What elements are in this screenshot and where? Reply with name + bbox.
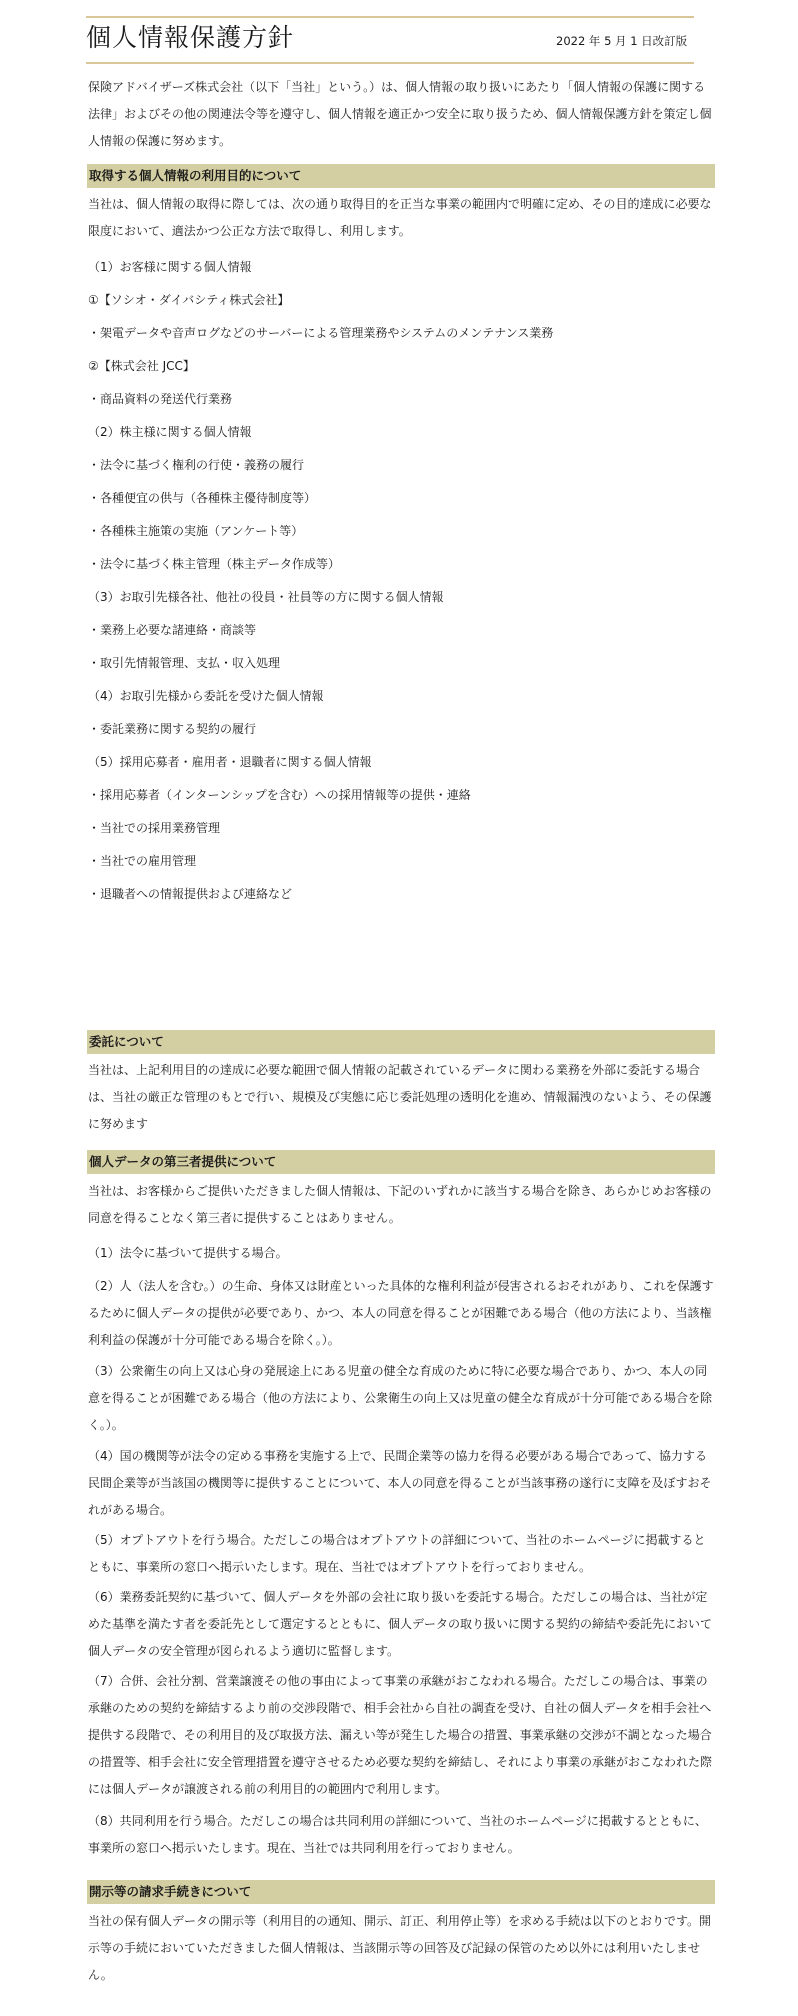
purpose-item: （4）お取引先様から委託を受けた個人情報 bbox=[88, 689, 324, 703]
disclosure-body: 当社の保有個人データの開示等（利用目的の通知、開示、訂正、利用停止等）を求める手続は以下のとおりです。開示等の手続においていただきました個人情報は、当該開示等の回答及び記録の保管のため以外には利用いたしません。 bbox=[88, 1914, 712, 1982]
third-party-lead: 当社は、お客様からご提供いただきました個人情報は、下記のいずれかに該当する場合を除き、あらかじめお客様の同意を得ることなく第三者に提供することはありません。 bbox=[88, 1184, 712, 1225]
purpose-item: ①【ソシオ・ダイバシティ株式会社】 bbox=[88, 293, 290, 307]
purpose-item: ・当社での雇用管理 bbox=[88, 854, 197, 868]
purpose-item: ・法令に基づく権利の行使・義務の履行 bbox=[88, 458, 305, 472]
third-party-item: （6）業務委託契約に基づいて、個人データを外部の会社に取り扱いを委託する場合。ただしこの場合は、当社が定めた基準を満たす者を委託先として選定するとともに、個人データの取り扱いに関する契約の締結や委託先において個人データの安全管理が図られるよう適切に監督します。 bbox=[88, 1590, 713, 1658]
purpose-item: （2）株主様に関する個人情報 bbox=[88, 425, 252, 439]
third-party-item: （2）人（法人を含む。）の生命、身体又は財産といった具体的な権利利益が侵害されるおそれがあり、これを保護するために個人データの提供が必要であり、かつ、本人の同意を得ることが困難である場合（他の方法により、当該権利利益の保護が十分可能である場合を除く。）。 bbox=[88, 1279, 714, 1347]
purpose-item: ・当社での採用業務管理 bbox=[88, 821, 221, 835]
purpose-item: ・各種便宜の供与（各種株主優待制度等） bbox=[88, 491, 317, 505]
purpose-item: ・法令に基づく株主管理（株主データ作成等） bbox=[88, 557, 341, 571]
purpose-item: （1）お客様に関する個人情報 bbox=[88, 260, 252, 274]
revision-date: 2022 年 5 月 1 日改訂版 bbox=[556, 34, 688, 48]
third-party-item: （3）公衆衛生の向上又は心身の発展途上にある児童の健全な育成のために特に必要な場合であり、かつ、本人の同意を得ることが困難である場合（他の方法により、公衆衛生の向上又は児童の健全な育成が十分可能である場合を除く。）。 bbox=[88, 1364, 713, 1432]
third-party-item: （7）合併、会社分割、営業譲渡その他の事由によって事業の承継がおこなわれる場合。ただしこの場合は、事業の承継のための契約を締結するより前の交渉段階で、相手会社から自社の調査を受け、自社の個人データを相手会社へ提供する段階で、その利用目的及び取扱方法、漏えい等が発生した場合の措置、事業承継の交渉が不調となった場合の措置等、相手会社に安全管理措置を遵守させるため必要な契約を締結し、それにより事業の承継がおこなわれた際には個人データが譲渡される前の利用目的の範囲内で利用します。 bbox=[88, 1674, 713, 1796]
third-party-item: （8）共同利用を行う場合。ただしこの場合は共同利用の詳細について、当社のホームページに掲載するとともに、事業所の窓口へ掲示いたします。現在、当社では共同利用を行っておりません。 bbox=[88, 1814, 707, 1855]
purpose-item: ・各種株主施策の実施（アンケート等） bbox=[88, 524, 304, 538]
purpose-item: （3）お取引先様各社、他社の役員・社員等の方に関する個人情報 bbox=[88, 590, 444, 604]
intro-paragraph: 保険アドバイザーズ株式会社（以下「当社」という。）は、個人情報の取り扱いにあたり「個人情報の保護に関する法律」およびその他の関連法令等を遵守し、個人情報を適正かつ安全に取り扱うため、個人情報保護方針を策定し個人情報の保護に努めます。 bbox=[88, 80, 712, 148]
purpose-item: （5）採用応募者・雇用者・退職者に関する個人情報 bbox=[88, 755, 372, 769]
purpose-item: ・委託業務に関する契約の履行 bbox=[88, 722, 257, 736]
header-bottom-rule bbox=[86, 62, 694, 64]
purpose-item: ・架電データや音声ログなどのサーバーによる管理業務やシステムのメンテナンス業務 bbox=[88, 326, 554, 340]
third-party-item: （4）国の機関等が法令の定める事務を実施する上で、民間企業等の協力を得る必要がある場合であって、協力する民間企業等が当該国の機関等に提供することについて、本人の同意を得ることが当該事務の遂行に支障を及ぼすおそれがある場合。 bbox=[88, 1449, 712, 1517]
section-heading-purpose: 取得する個人情報の利用目的について bbox=[87, 164, 715, 188]
purpose-item: ・商品資料の発送代行業務 bbox=[88, 392, 233, 406]
outsourcing-body: 当社は、上記利用目的の達成に必要な範囲で個人情報の記載されているデータに関わる業務を外部に委託する場合は、当社の厳正な管理のもとで行い、規模及び実態に応じ委託処理の透明化を進め、情報漏洩のないよう、その保護に努めます bbox=[88, 1063, 712, 1131]
third-party-item: （5）オプトアウトを行う場合。ただしこの場合はオプトアウトの詳細について、当社のホームページに掲載するとともに、事業所の窓口へ掲示いたします。現在、当社ではオプトアウトを行っておりません。 bbox=[88, 1533, 706, 1574]
section-heading-third-party: 個人データの第三者提供について bbox=[87, 1150, 715, 1174]
header-top-rule bbox=[86, 16, 694, 18]
purpose-item: ・採用応募者（インターンシップを含む）への採用情報等の提供・連絡 bbox=[88, 788, 471, 802]
third-party-item: （1）法令に基づいて提供する場合。 bbox=[88, 1246, 288, 1260]
purpose-item: ・退職者への情報提供および連絡など bbox=[88, 887, 293, 901]
purpose-item: ・取引先情報管理、支払・収入処理 bbox=[88, 656, 281, 670]
purpose-lead: 当社は、個人情報の取得に際しては、次の通り取得目的を正当な事業の範囲内で明確に定め、その目的達成に必要な限度において、適法かつ公正な方法で取得し、利用します。 bbox=[88, 197, 712, 238]
purpose-item: ②【株式会社 JCC】 bbox=[88, 359, 195, 373]
section-heading-disclosure: 開示等の請求手続きについて bbox=[87, 1880, 715, 1904]
section-heading-outsourcing: 委託について bbox=[87, 1030, 715, 1054]
purpose-item: ・業務上必要な諸連絡・商談等 bbox=[88, 623, 257, 637]
page-title: 個人情報保護方針 bbox=[86, 23, 295, 52]
